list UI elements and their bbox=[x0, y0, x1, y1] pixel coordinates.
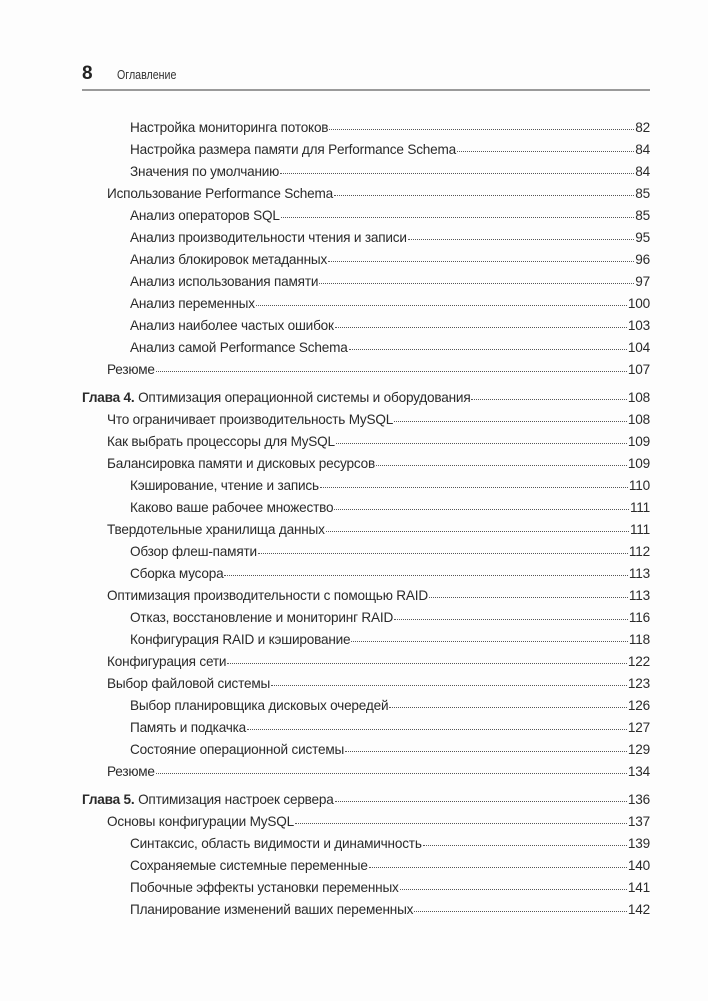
dot-leader bbox=[334, 508, 629, 510]
entry-title bbox=[130, 475, 319, 497]
toc-entry[interactable] bbox=[82, 651, 650, 673]
toc-entry[interactable] bbox=[82, 117, 650, 139]
toc-entry[interactable] bbox=[82, 497, 650, 519]
toc-entry[interactable] bbox=[82, 139, 650, 161]
entry-title-text: Что ограничивает производительность MySQL bbox=[107, 412, 394, 427]
entry-page-number: 82 bbox=[635, 120, 650, 135]
entry-title bbox=[130, 205, 280, 227]
entry-page-number: 108 bbox=[627, 390, 650, 405]
entry-title bbox=[107, 673, 270, 695]
dot-leader bbox=[400, 888, 627, 890]
entry-title-text: Настройка размера памяти для Performance Schema bbox=[130, 142, 456, 157]
dot-leader bbox=[389, 706, 627, 708]
toc-entry[interactable] bbox=[82, 811, 650, 833]
dot-leader bbox=[227, 662, 627, 664]
dot-leader bbox=[471, 398, 626, 400]
toc-entry[interactable] bbox=[82, 563, 650, 585]
dot-leader bbox=[351, 640, 628, 642]
entry-title bbox=[130, 497, 333, 519]
toc-entry[interactable] bbox=[82, 293, 650, 315]
entry-title bbox=[130, 249, 327, 271]
toc-entry[interactable] bbox=[82, 453, 650, 475]
entry-title-text: Анализ самой Performance Schema bbox=[130, 340, 348, 355]
entry-page-number: 129 bbox=[627, 742, 650, 757]
entry-title bbox=[130, 541, 257, 563]
entry-title bbox=[130, 117, 328, 139]
entry-title bbox=[130, 315, 334, 337]
dot-leader bbox=[329, 128, 634, 130]
dot-leader bbox=[369, 866, 627, 868]
entry-title-text: Отказ, восстановление и мониторинг RAID bbox=[130, 610, 394, 625]
entry-page-number: 140 bbox=[627, 858, 650, 873]
entry-page-number: 108 bbox=[627, 412, 650, 427]
entry-title bbox=[130, 139, 456, 161]
entry-title bbox=[107, 761, 155, 783]
dot-leader bbox=[156, 772, 627, 774]
entry-title bbox=[130, 629, 350, 651]
toc-chapter-entry[interactable] bbox=[82, 387, 650, 409]
entry-page-number: 85 bbox=[635, 208, 650, 223]
entry-title-text: Анализ использования памяти bbox=[130, 274, 319, 289]
dot-leader bbox=[457, 150, 634, 152]
entry-title-text: Оптимизация производительности с помощью RAID bbox=[107, 588, 428, 603]
entry-page-number: 112 bbox=[628, 544, 650, 559]
entry-title-text: Синтаксис, область видимости и динамичность bbox=[130, 836, 422, 851]
entry-title-text: Основы конфигурации MySQL bbox=[107, 814, 294, 829]
toc-entry[interactable] bbox=[82, 855, 650, 877]
entry-title-text: Балансировка памяти и дисковых ресурсов bbox=[107, 456, 375, 471]
entry-page-number: 113 bbox=[628, 588, 650, 603]
entry-title bbox=[130, 337, 348, 359]
toc-entry[interactable] bbox=[82, 585, 650, 607]
toc-entry[interactable] bbox=[82, 899, 650, 921]
dot-leader bbox=[271, 684, 627, 686]
entry-title-text: Конфигурация сети bbox=[107, 654, 227, 669]
entry-title bbox=[107, 811, 294, 833]
entry-title-text: Каково ваше рабочее множество bbox=[130, 500, 334, 515]
dot-leader bbox=[280, 172, 634, 174]
toc-entry[interactable] bbox=[82, 673, 650, 695]
entry-title-text: Оптимизация настроек сервера bbox=[138, 792, 334, 807]
dot-leader bbox=[247, 728, 627, 730]
entry-page-number: 123 bbox=[627, 676, 650, 691]
toc-entry[interactable] bbox=[82, 607, 650, 629]
entry-title bbox=[130, 717, 246, 739]
dot-leader bbox=[256, 304, 627, 306]
dot-leader bbox=[326, 530, 629, 532]
entry-page-number: 111 bbox=[629, 522, 650, 537]
entry-title-text: Анализ переменных bbox=[130, 296, 255, 311]
entry-title bbox=[82, 387, 470, 409]
entry-page-number: 97 bbox=[635, 274, 650, 289]
toc-entry[interactable] bbox=[82, 717, 650, 739]
entry-title-text: Состояние операционной системы bbox=[130, 742, 345, 757]
toc-entry[interactable] bbox=[82, 249, 650, 271]
entry-page-number: 107 bbox=[627, 362, 650, 377]
entry-title-text: Значения по умолчанию bbox=[130, 164, 280, 179]
entry-page-number: 104 bbox=[627, 340, 650, 355]
entry-title bbox=[130, 563, 223, 585]
entry-title-text: Анализ операторов SQL bbox=[130, 208, 280, 223]
dot-leader bbox=[328, 260, 634, 262]
dot-leader bbox=[335, 326, 627, 328]
toc-entry[interactable] bbox=[82, 359, 650, 381]
dot-leader bbox=[345, 750, 627, 752]
entry-title bbox=[107, 453, 375, 475]
entry-title bbox=[107, 359, 155, 381]
entry-title-text: Кэширование, чтение и запись bbox=[130, 478, 319, 493]
entry-title-text: Оптимизация операционной системы и оборудования bbox=[138, 390, 471, 405]
dot-leader bbox=[320, 486, 628, 488]
dot-leader bbox=[429, 596, 628, 598]
entry-title bbox=[82, 789, 334, 811]
entry-title bbox=[107, 651, 226, 673]
entry-title-text: Резюме bbox=[107, 764, 155, 779]
toc-entry[interactable] bbox=[82, 695, 650, 717]
entry-title bbox=[107, 183, 333, 205]
toc-entry[interactable] bbox=[82, 877, 650, 899]
entry-page-number: 109 bbox=[627, 434, 650, 449]
entry-page-number: 141 bbox=[627, 880, 650, 895]
entry-title-text: Выбор файловой системы bbox=[107, 676, 271, 691]
running-title: Оглавление bbox=[117, 67, 177, 82]
toc-entry[interactable] bbox=[82, 227, 650, 249]
dot-leader bbox=[414, 910, 627, 912]
toc-entry[interactable] bbox=[82, 205, 650, 227]
entry-title-text: Анализ блокировок метаданных bbox=[130, 252, 328, 267]
entry-title-text: Конфигурация RAID и кэширование bbox=[130, 632, 351, 647]
entry-page-number: 103 bbox=[627, 318, 650, 333]
toc-entry[interactable] bbox=[82, 183, 650, 205]
entry-title bbox=[130, 899, 413, 921]
entry-title bbox=[107, 519, 325, 541]
table-of-contents bbox=[82, 117, 650, 921]
entry-title-text: Выбор планировщика дисковых очередей bbox=[130, 698, 389, 713]
entry-page-number: 85 bbox=[635, 186, 650, 201]
header-rule bbox=[82, 89, 650, 91]
entry-page-number: 109 bbox=[627, 456, 650, 471]
entry-page-number: 139 bbox=[627, 836, 650, 851]
entry-title-text: Резюме bbox=[107, 362, 155, 377]
page-number: 8 bbox=[82, 63, 93, 84]
dot-leader bbox=[336, 442, 627, 444]
entry-title bbox=[130, 877, 399, 899]
entry-title-text: Планирование изменений ваших переменных bbox=[130, 902, 414, 917]
dot-leader bbox=[156, 370, 627, 372]
toc-entry[interactable] bbox=[82, 629, 650, 651]
entry-page-number: 84 bbox=[635, 164, 650, 179]
dot-leader bbox=[295, 822, 627, 824]
entry-title bbox=[130, 293, 255, 315]
toc-entry[interactable] bbox=[82, 409, 650, 431]
dot-leader bbox=[319, 282, 634, 284]
toc-entry[interactable] bbox=[82, 475, 650, 497]
entry-page-number: 110 bbox=[628, 478, 650, 493]
entry-title bbox=[130, 607, 393, 629]
toc-entry[interactable] bbox=[82, 519, 650, 541]
dot-leader bbox=[408, 238, 635, 240]
dot-leader bbox=[394, 420, 627, 422]
dot-leader bbox=[258, 552, 628, 554]
dot-leader bbox=[423, 844, 627, 846]
entry-page-number: 122 bbox=[627, 654, 650, 669]
chapter-label: Глава 5. bbox=[82, 792, 135, 807]
entry-title bbox=[130, 855, 368, 877]
dot-leader bbox=[281, 216, 635, 218]
toc-entry[interactable] bbox=[82, 161, 650, 183]
entry-title bbox=[130, 161, 279, 183]
entry-title-text: Твердотельные хранилища данных bbox=[107, 522, 325, 537]
dot-leader bbox=[394, 618, 628, 620]
entry-title bbox=[130, 739, 344, 761]
entry-title bbox=[107, 431, 335, 453]
dot-leader bbox=[376, 464, 627, 466]
entry-page-number: 116 bbox=[628, 610, 650, 625]
toc-entry[interactable] bbox=[82, 761, 650, 783]
chapter-label: Глава 4. bbox=[82, 390, 135, 405]
entry-page-number: 95 bbox=[635, 230, 650, 245]
toc-entry[interactable] bbox=[82, 315, 650, 337]
entry-title bbox=[130, 227, 407, 249]
entry-title-text: Настройка мониторинга потоков bbox=[130, 120, 329, 135]
entry-title bbox=[130, 833, 422, 855]
toc-entry[interactable] bbox=[82, 337, 650, 359]
entry-title-text: Как выбрать процессоры для MySQL bbox=[107, 434, 335, 449]
entry-page-number: 142 bbox=[627, 902, 650, 917]
entry-page-number: 96 bbox=[635, 252, 650, 267]
entry-page-number: 113 bbox=[628, 566, 650, 581]
entry-title-text: Использование Performance Schema bbox=[107, 186, 333, 201]
entry-page-number: 134 bbox=[627, 764, 650, 779]
entry-page-number: 84 bbox=[635, 142, 650, 157]
dot-leader bbox=[349, 348, 627, 350]
entry-page-number: 111 bbox=[629, 500, 650, 515]
entry-title-text: Сохраняемые системные переменные bbox=[130, 858, 368, 873]
entry-title-text: Анализ наиболее частых ошибок bbox=[130, 318, 334, 333]
entry-title-text: Анализ производительности чтения и записи bbox=[130, 230, 407, 245]
dot-leader bbox=[334, 194, 634, 196]
entry-title bbox=[107, 585, 428, 607]
toc-entry[interactable] bbox=[82, 271, 650, 293]
entry-page-number: 127 bbox=[627, 720, 650, 735]
entry-title-text: Память и подкачка bbox=[130, 720, 247, 735]
toc-entry[interactable] bbox=[82, 541, 650, 563]
entry-page-number: 137 bbox=[627, 814, 650, 829]
entry-page-number: 118 bbox=[628, 632, 650, 647]
toc-entry[interactable] bbox=[82, 739, 650, 761]
dot-leader bbox=[335, 800, 627, 802]
entry-title bbox=[107, 409, 393, 431]
entry-title-text: Побочные эффекты установки переменных bbox=[130, 880, 399, 895]
entry-page-number: 136 bbox=[627, 792, 650, 807]
entry-title bbox=[130, 271, 318, 293]
dot-leader bbox=[224, 574, 627, 576]
entry-title-text: Сборка мусора bbox=[130, 566, 224, 581]
entry-title-text: Обзор флеш-памяти bbox=[130, 544, 257, 559]
entry-title bbox=[130, 695, 388, 717]
entry-page-number: 100 bbox=[627, 296, 650, 311]
toc-entry[interactable] bbox=[82, 431, 650, 453]
toc-entry[interactable] bbox=[82, 833, 650, 855]
toc-chapter-entry[interactable] bbox=[82, 789, 650, 811]
entry-page-number: 126 bbox=[627, 698, 650, 713]
